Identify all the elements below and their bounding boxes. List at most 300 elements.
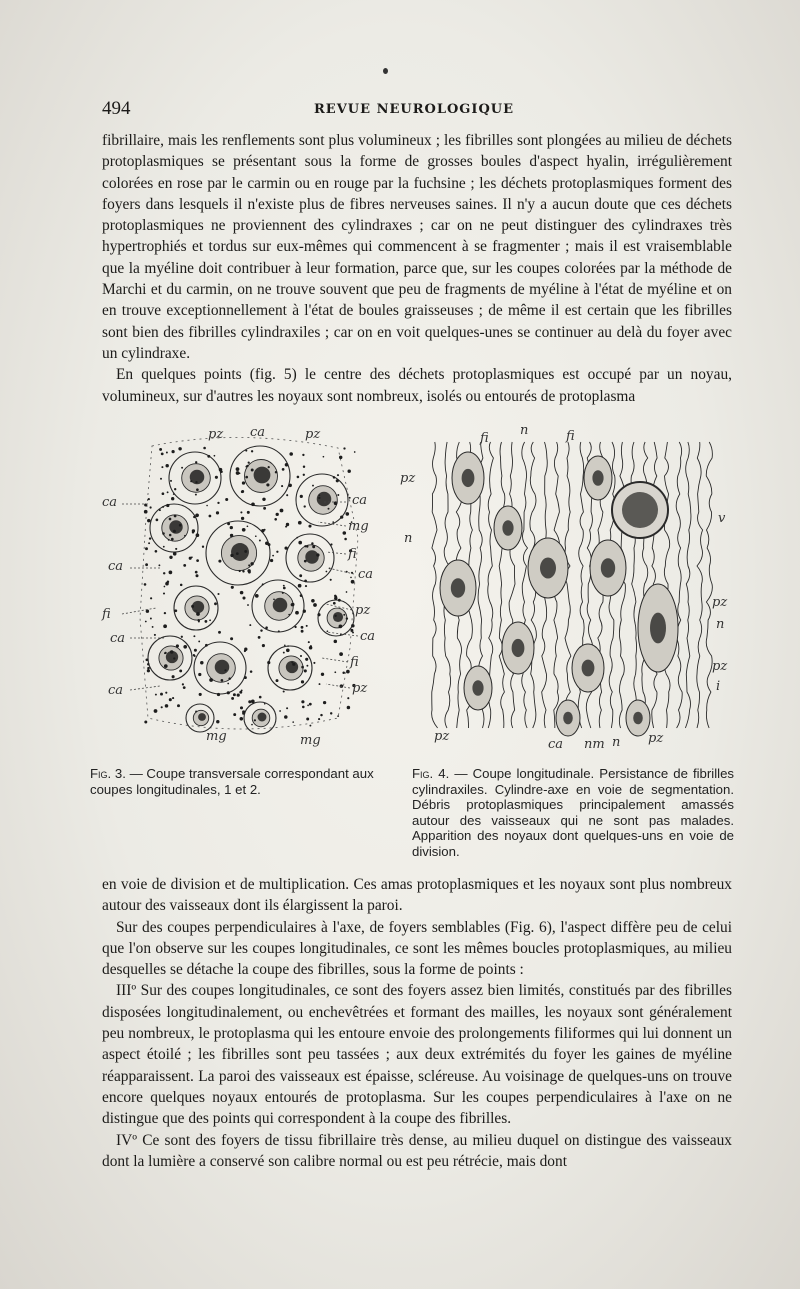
fig3-fibril-dot: [265, 541, 269, 545]
fig3-fibril-dot: [174, 609, 177, 612]
fig3-fibril-dot: [203, 447, 206, 450]
fig3-fibril-dot: [248, 700, 251, 703]
fig4-nucleus: [582, 660, 595, 677]
fig3-fibril-dot: [343, 447, 345, 449]
fig3-fibril-dot: [347, 697, 349, 699]
fig3-fibril-dot: [346, 670, 350, 674]
fig3-fibril-dot: [318, 718, 320, 720]
fig3-fibril-dot: [162, 506, 164, 508]
fig3-fibril-dot: [273, 598, 275, 600]
fig3-fibril-dot: [258, 636, 261, 639]
fig3-fibril-dot: [270, 559, 273, 562]
figure-3-illustration: [100, 418, 380, 756]
fig3-fibril-dot: [166, 504, 169, 507]
fig4-nucleus: [451, 578, 465, 598]
fig3-fibril-dot: [248, 564, 250, 566]
fig3-nucleus: [305, 550, 318, 563]
fig3-fibril-dot: [167, 491, 169, 493]
fig3-label-mg: mg: [300, 733, 321, 748]
fig3-fibril-dot: [251, 700, 255, 704]
fig3-fibril-dot: [242, 570, 244, 572]
fig3-fibril-dot: [196, 574, 199, 577]
fig3-fibril-dot: [313, 662, 315, 664]
fig3-fibril-dot: [279, 710, 281, 712]
fig3-fibril-dot: [195, 494, 197, 496]
fig3-label-pz: pz: [352, 681, 368, 696]
fig3-fibril-dot: [255, 535, 257, 537]
fig3-fibril-dot: [230, 526, 233, 529]
fig3-fibril-dot: [303, 610, 306, 613]
fig3-fibril-dot: [163, 592, 165, 594]
fig4-vessel-lumen: [622, 492, 658, 528]
fig3-fibril-dot: [230, 637, 233, 640]
fig3-fibril-dot: [163, 546, 165, 548]
fig3-fibril-dot: [336, 479, 339, 482]
fig3-fibril-dot: [251, 724, 253, 726]
fig3-fibril-dot: [225, 498, 228, 501]
fig3-fibril-dot: [145, 547, 148, 550]
fig3-fibril-dot: [311, 599, 315, 603]
fig3-fibril-dot: [147, 519, 151, 523]
fig3-fibril-dot: [278, 630, 280, 632]
fig3-fibril-dot: [236, 467, 240, 471]
fig3-fibril-dot: [319, 683, 321, 685]
fig3-fibril-dot: [231, 586, 234, 589]
fig3-fibril-dot: [184, 535, 186, 537]
fig3-fibril-dot: [313, 603, 317, 607]
fig3-fibril-dot: [247, 511, 250, 514]
fig3-fibril-dot: [198, 640, 200, 642]
fig3-fibril-dot: [195, 513, 199, 517]
fig4-nucleus: [512, 639, 525, 657]
fig3-label-ca: ca: [358, 567, 374, 582]
fig3-fibril-dot: [337, 474, 339, 476]
fig3-fibril-dot: [346, 617, 348, 619]
fig3-fibril-dot: [262, 583, 264, 585]
fig3-fibril-dot: [323, 701, 326, 704]
fig3-fibril-dot: [319, 494, 321, 496]
fig3-fibril-dot: [230, 554, 233, 557]
page-number: 494: [102, 98, 131, 119]
fig3-fibril-dot: [332, 521, 334, 523]
fig3-fibril-dot: [283, 652, 285, 654]
fig3-fibril-dot: [339, 456, 342, 459]
fig3-fibril-dot: [343, 614, 345, 616]
fig3-fibril-dot: [192, 531, 194, 533]
fig3-fibril-dot: [171, 450, 174, 453]
fig3-fibril-dot: [209, 515, 212, 518]
fig4-label-n: n: [404, 531, 413, 546]
fig3-fibril-dot: [301, 666, 304, 669]
fig3-fibril-dot: [215, 476, 218, 479]
fig3-fibril-dot: [321, 673, 324, 676]
fig4-label-pz: pz: [648, 731, 664, 746]
fig3-fibril-dot: [154, 709, 158, 713]
fig3-fibril-dot: [181, 636, 183, 638]
fig3-fibril-dot: [250, 670, 253, 673]
fig3-fibril-dot: [262, 498, 265, 501]
fig3-fibril-dot: [165, 582, 169, 586]
fig3-fibril-dot: [233, 713, 236, 716]
fig3-fibril-dot: [334, 640, 338, 644]
fig3-fibril-dot: [173, 552, 177, 556]
fig3-fibril-dot: [145, 621, 147, 623]
fig3-fibril-dot: [146, 659, 149, 662]
fig4-nucleus: [592, 470, 603, 485]
fig3-fibril-dot: [288, 484, 291, 487]
fig3-fibril-dot: [206, 505, 208, 507]
fig3-fibril-dot: [233, 693, 236, 696]
fig3-fibril-dot: [286, 523, 289, 526]
fig3-label-pz: pz: [305, 427, 321, 442]
fig3-fibril-dot: [292, 663, 295, 666]
figure-4-caption-text: — Coupe longitudinale. Persistance de fibrilles cylindraxiles. Cylindre-axe en voie de segmentation. Débris protoplasmiques principalement amassés autour des vaisseaux qui ne sont pas malades. Apparition des noyaux dont quelques-uns en voie de division.: [412, 766, 734, 859]
fig3-fibril-dot: [318, 497, 320, 499]
fig3-fibril-dot: [334, 615, 336, 617]
fig3-fibril-dot: [162, 532, 165, 535]
fig3-fibril-dot: [298, 584, 302, 588]
fig3-fibril-dot: [173, 657, 175, 659]
figure-4-illustration: [398, 418, 734, 756]
fig3-fibril-dot: [304, 560, 307, 563]
fig3-fibril-dot: [169, 698, 172, 701]
fig4-fibre: [706, 442, 712, 728]
fig3-fibril-dot: [170, 480, 172, 482]
fig4-fibre: [499, 442, 505, 728]
fig3-label-fi: fi: [348, 547, 357, 562]
fig3-fibril-dot: [330, 543, 332, 545]
fig3-fibril-dot: [287, 645, 289, 647]
fig3-fibril-dot: [163, 572, 165, 574]
fig3-fibril-dot: [306, 665, 308, 667]
fig3-fibril-dot: [194, 649, 197, 652]
fig3-fibril-dot: [173, 530, 176, 533]
fig3-fibril-dot: [301, 680, 304, 683]
fig3-fibril-dot: [286, 648, 290, 652]
fig3-fibril-dot: [162, 492, 165, 495]
fig3-fibril-dot: [150, 597, 152, 599]
fig3-fibril-dot: [144, 721, 147, 724]
fig3-fibril-dot: [264, 529, 266, 531]
fig3-label-ca: ca: [360, 629, 376, 644]
fig4-label-n: n: [612, 735, 621, 750]
fig3-fibril-dot: [352, 632, 354, 634]
fig3-fibril-dot: [300, 495, 303, 498]
fig3-fibril-dot: [281, 485, 283, 487]
fig3-label-mg: mg: [348, 519, 369, 534]
fig3-fibril-dot: [301, 700, 304, 703]
fig3-fibril-dot: [196, 612, 200, 616]
fig3-fibril-dot: [155, 550, 158, 553]
fig3-fibril-dot: [159, 448, 162, 451]
fig3-fibril-dot: [164, 612, 166, 614]
fig3-fibril-dot: [350, 577, 352, 579]
fig3-fibril-dot: [248, 571, 251, 574]
fig3-fibril-dot: [236, 471, 240, 475]
fig3-fibril-dot: [193, 635, 195, 637]
fig3-fibril-dot: [242, 596, 245, 599]
fig3-fibril-dot: [337, 715, 339, 717]
fig3-fibril-dot: [323, 456, 325, 458]
paragraph: Sur des coupes perpendiculaires à l'axe, de foyers semblables (Fig. 6), l'aspect diffère peu de celui que l'on observe sur les coupes longitudinales, ce sont les mêmes boucles protoplasmiques, au milieu desquelles se détache la coupe des fibrilles, sous la forme de points :: [102, 918, 732, 979]
fig3-fibril-dot: [263, 507, 266, 510]
fig3-fibril-dot: [182, 683, 184, 685]
fig3-fibril-dot: [305, 585, 307, 587]
fig3-fibril-dot: [346, 591, 348, 593]
fig3-fibril-dot: [316, 553, 319, 556]
fig3-fibril-dot: [303, 465, 305, 467]
fig3-fibril-dot: [161, 466, 163, 468]
fig3-fibril-dot: [147, 663, 150, 666]
fig3-fibril-dot: [240, 706, 243, 709]
paragraph: en voie de division et de multiplication. Ces amas protoplasmiques et les noyaux sont plus nombreux autour des vaisseaux dont ils élargissent la paroi.: [102, 876, 732, 915]
body-text-bottom: [102, 874, 732, 1172]
fig3-fibril-dot: [166, 464, 169, 467]
fig3-fibril-dot: [217, 502, 219, 504]
fig3-fibril-dot: [183, 645, 187, 649]
fig3-fibril-dot: [283, 585, 285, 587]
fig3-fibril-dot: [275, 471, 277, 473]
fig3-fibril-dot: [242, 481, 245, 484]
fig3-fibril-dot: [303, 474, 305, 476]
fig3-fibril-dot: [159, 509, 161, 511]
fig3-fibril-dot: [163, 624, 167, 628]
fig3-fibril-dot: [328, 508, 330, 510]
fig3-fibril-dot: [160, 478, 162, 480]
fig3-fibril-dot: [306, 718, 309, 721]
fig3-fibril-dot: [179, 669, 182, 672]
fig3-fibril-dot: [240, 591, 244, 595]
fig3-fibril-dot: [254, 719, 256, 721]
fig4-nucleus: [601, 558, 615, 578]
fig3-fibril-dot: [176, 644, 179, 647]
fig4-label-nm: nm: [584, 737, 605, 752]
fig3-fibril-dot: [284, 715, 288, 719]
fig3-nucleus: [198, 713, 206, 721]
fig4-fibre: [509, 442, 515, 728]
figure-4-tissue: [432, 442, 713, 736]
fig3-fibril-dot: [144, 510, 148, 514]
fig3-fibril-dot: [196, 488, 199, 491]
fig3-fibril-dot: [169, 518, 172, 521]
fig3-fibril-dot: [295, 626, 297, 628]
fig3-fibril-dot: [312, 485, 314, 487]
fig3-fibril-dot: [244, 676, 247, 679]
fig3-fibril-dot: [333, 476, 336, 479]
fig3-fibril-dot: [172, 675, 175, 678]
fig3-fibril-dot: [320, 714, 322, 716]
fig3-fibril-dot: [244, 550, 247, 553]
fig3-fibril-dot: [354, 451, 356, 453]
fig3-nucleus: [258, 713, 267, 722]
fig4-nucleus: [633, 712, 643, 725]
fig3-fibril-dot: [292, 721, 294, 723]
fig4-nucleus: [540, 558, 556, 579]
fig3-fibril-dot: [344, 538, 347, 541]
fig3-fibril-dot: [161, 706, 163, 708]
fig3-fibril-dot: [295, 611, 299, 615]
fig3-fibril-dot: [283, 690, 285, 692]
fig3-fibril-dot: [309, 646, 313, 650]
ink-dot: [383, 68, 388, 74]
paragraph: En quelques points (fig. 5) le centre des déchets protoplasmiques est occupé par un noyau, volumineux, sur d'autres les noyaux sont nombreux, isolés ou entourés de protoplasma: [102, 366, 732, 405]
fig4-label-pz: pz: [434, 729, 450, 744]
fig3-fibril-dot: [343, 531, 347, 535]
fig3-fibril-dot: [262, 644, 265, 647]
fig3-fibril-dot: [309, 725, 311, 727]
fig3-fibril-dot: [236, 552, 239, 555]
figure-3-caption-text: — Coupe transversale correspondant aux coupes longitudinales, 1 et 2.: [90, 766, 374, 797]
figure-4-label: Fig. 4.: [412, 766, 450, 781]
fig3-fibril-dot: [300, 594, 303, 597]
fig3-fibril-dot: [264, 703, 266, 705]
fig3-fibril-dot: [196, 559, 199, 562]
fig3-fibril-dot: [283, 587, 286, 590]
fig3-fibril-dot: [198, 673, 201, 676]
fig3-fibril-dot: [260, 629, 262, 631]
fig3-fibril-dot: [312, 545, 315, 548]
fig3-fibril-dot: [280, 509, 284, 513]
fig3-fibril-dot: [291, 603, 294, 606]
fig3-fibril-dot: [265, 626, 268, 629]
fig3-fibril-dot: [173, 493, 175, 495]
fig3-fibril-dot: [193, 654, 195, 656]
fig3-fibril-dot: [286, 494, 288, 496]
fig4-nucleus: [472, 680, 483, 695]
fig3-fibril-dot: [183, 564, 186, 567]
fig3-fibril-dot: [179, 524, 182, 527]
fig3-fibril-dot: [169, 534, 172, 537]
running-header: [102, 98, 732, 122]
fig3-fibril-dot: [227, 522, 230, 525]
fig3-fibril-dot: [307, 705, 309, 707]
fig3-fibril-dot: [191, 605, 194, 608]
figure-3-caption: [90, 766, 390, 797]
fig3-fibril-dot: [272, 555, 274, 557]
figure-3-drawing: [100, 418, 380, 756]
fig3-fibril-dot: [288, 614, 290, 616]
fig3-nucleus: [333, 612, 343, 622]
fig3-fibril-dot: [301, 630, 304, 633]
fig3-fibril-dot: [205, 620, 208, 623]
fig3-fibril-dot: [198, 621, 200, 623]
fig3-fibril-dot: [244, 648, 247, 651]
fig3-fibril-dot: [156, 519, 159, 522]
fig4-label-n: n: [716, 617, 725, 632]
fig4-label-i: i: [716, 679, 721, 694]
fig3-label-ca: ca: [108, 683, 124, 698]
fig3-fibril-dot: [245, 466, 247, 468]
fig3-fibril-dot: [311, 542, 313, 544]
fig3-fibril-dot: [247, 604, 249, 606]
figure-4-drawing: [398, 418, 734, 756]
fig3-fibril-dot: [249, 624, 251, 626]
fig3-fibril-dot: [240, 717, 244, 721]
fig3-fibril-dot: [245, 450, 247, 452]
fig3-fibril-dot: [195, 711, 197, 713]
fig4-label-pz: pz: [712, 659, 728, 674]
fig3-fibril-dot: [251, 469, 254, 472]
paragraph: fibrillaire, mais les renflements sont plus volumineux ; les fibrilles sont plongées au milieu de déchets protoplasmiques se présentant sous la forme de grosses boules d'aspect hyalin, irrégulièrement colorées en rose par le carmin ou en rouge par la fuchsine ; les déchets protoplasmiques forment des foyers dans lesquels il n'existe plus de fibres nerveuses saines. Il n'y a aucun doute que ces déchets protoplasmiques ne proviennent des cylindraxes ; car on ne peut distinguer des cylindraxes très hypertrophiés et tordus sur eux-mêmes qui commencent à se fragmenter ; mais il est vraisemblable que la myéline doit contribuer à leur formation, parce que, sur les coupes colorées par la méthode de Marchi et du carmin, on ne trouve souvent que peu de fragments de myéline à l'état de myéline et on en trouve exceptionnellement à l'état de boules graisseuses ; de même il est certain que les fibrilles sont bien des fibrilles cylindraxiles ; car on en voit quelques-unes se continuer au delà du foyer avec un cylindraxe.: [102, 132, 732, 362]
figure-3-tissue: [140, 437, 358, 734]
fig4-fibre: [522, 442, 528, 728]
fig3-fibril-dot: [339, 625, 343, 629]
fig3-fibril-dot: [207, 455, 210, 458]
fig3-fibril-dot: [195, 571, 198, 574]
fig3-fibril-dot: [305, 658, 308, 661]
fig3-fibril-dot: [217, 593, 219, 595]
fig4-label-n: n: [520, 423, 529, 438]
fig3-fibril-dot: [276, 679, 279, 682]
fig3-fibril-dot: [242, 528, 246, 532]
fig3-fibril-dot: [299, 574, 302, 577]
fig3-fibril-dot: [240, 511, 242, 513]
fig3-fibril-dot: [342, 671, 345, 674]
fig3-fibril-dot: [178, 447, 181, 450]
fig3-label-ca: ca: [110, 631, 126, 646]
fig3-fibril-dot: [150, 506, 152, 508]
fig3-fibril-dot: [304, 580, 307, 583]
fig3-fibril-dot: [266, 483, 269, 486]
fig4-fibre: [697, 442, 703, 728]
fig3-label-mg: mg: [206, 729, 227, 744]
fig3-fibril-dot: [330, 579, 332, 581]
fig3-fibril-dot: [200, 661, 203, 664]
fig3-fibril-dot: [202, 546, 204, 548]
fig3-fibril-dot: [239, 570, 241, 572]
fig3-fibril-dot: [346, 512, 350, 516]
fig3-fibril-dot: [148, 542, 150, 544]
fig3-fibril-dot: [276, 551, 278, 553]
fig3-fibril-dot: [169, 556, 172, 559]
fig3-fibril-dot: [214, 602, 217, 605]
fig3-fibril-dot: [145, 563, 148, 566]
fig4-fibre: [685, 442, 691, 728]
fig3-fibril-dot: [259, 540, 261, 542]
fig3-fibril-dot: [302, 454, 304, 456]
fig3-fibril-dot: [339, 652, 343, 656]
fig3-fibril-dot: [221, 679, 224, 682]
fig3-fibril-dot: [317, 613, 320, 616]
fig4-nucleus: [650, 613, 666, 644]
fig3-fibril-dot: [306, 625, 308, 627]
fig4-label-pz: pz: [400, 471, 416, 486]
fig3-fibril-dot: [214, 455, 216, 457]
fig3-fibril-dot: [149, 537, 151, 539]
fig3-label-ca: ca: [102, 495, 118, 510]
fig3-fibril-dot: [284, 546, 287, 549]
fig3-fibril-dot: [285, 463, 289, 467]
fig4-fibre: [676, 442, 682, 728]
fig3-fibril-dot: [304, 669, 307, 672]
fig3-fibril-dot: [334, 671, 336, 673]
fig3-fibril-dot: [298, 521, 302, 525]
fig3-fibril-dot: [154, 634, 156, 636]
fig3-fibril-dot: [216, 511, 219, 514]
paragraph: IIIº Sur des coupes longitudinales, ce sont des foyers assez bien limités, constitués par des fibrilles disposées longitudinalement, ou enchevêtrées et formant des mailles, les noyaux sont généralement peu nombreux, le protoplasma qui les entoure envoie des prolongements filiformes qui lui donnent un aspect étoilé ; les fibrilles sont peu tassées ; aux deux extrémités du foyer les gaines de myéline réapparaissent. La paroi des vaisseaux est épaisse, scléreuse. Au voisinage de quelques-uns on trouve encore quelques noyaux entourés de protoplasma. Sur les coupes perpendiculaires à l'axe on ne distingue que des points qui correspondent à la coupe des fibrilles.: [102, 982, 732, 1128]
fig3-fibril-dot: [174, 515, 177, 518]
fig3-fibril-dot: [308, 525, 311, 528]
fig3-fibril-dot: [199, 693, 202, 696]
fig3-fibril-dot: [340, 684, 344, 688]
figure-4-caption: [412, 766, 734, 860]
fig3-fibril-dot: [338, 599, 341, 602]
fig3-fibril-dot: [209, 678, 213, 682]
fig3-fibril-dot: [218, 631, 221, 634]
fig3-label-ca: ca: [352, 493, 368, 508]
fig3-fibril-dot: [144, 583, 147, 586]
fig3-fibril-dot: [241, 689, 243, 691]
